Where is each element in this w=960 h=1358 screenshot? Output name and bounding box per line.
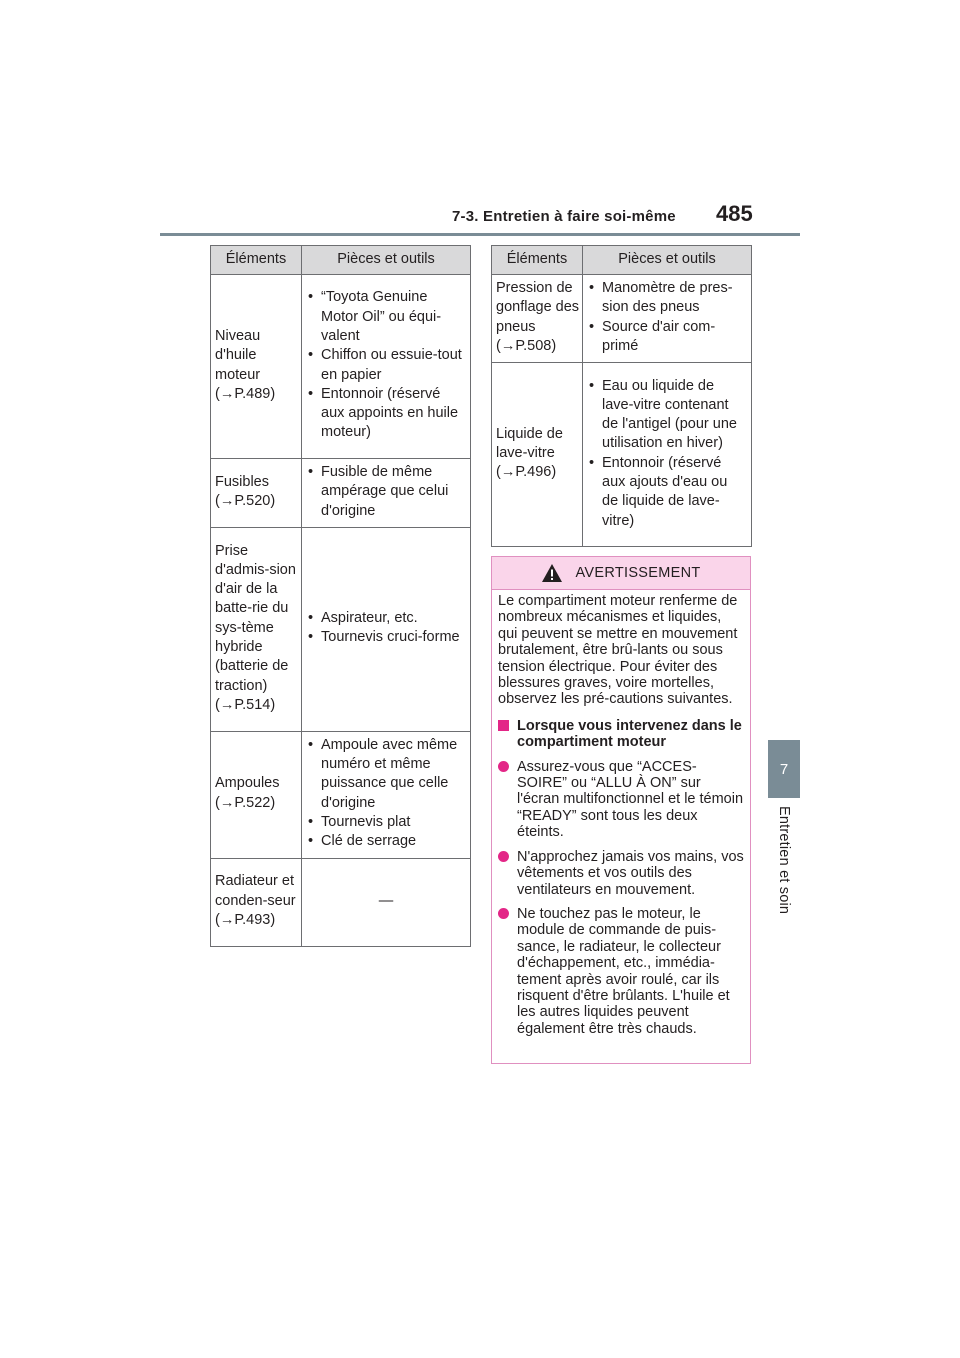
warning-subheading: [498, 718, 744, 751]
table-row: [211, 858, 471, 946]
list-item: • Ampoule avec même numéro et même puissance que celle d'origine: [306, 736, 466, 813]
warning-triangle-icon: [541, 563, 563, 583]
list-item: • Fusible de même ampérage que celui d'origine: [306, 463, 466, 521]
list-item: • Tournevis plat: [306, 813, 466, 832]
warning-title: AVERTISSEMENT: [575, 564, 701, 581]
column-header-elements: Éléments: [492, 246, 583, 275]
warning-item-text: Assurez-vous que “ACCES-SOIRE” ou “ALLU À ON” sur l'écran multifonctionnel et le témoin “READY” sont tous les deux éteints.: [517, 758, 744, 841]
row-element: Fusibles (→P.520): [211, 459, 302, 528]
list-item: • Aspirateur, etc.: [306, 609, 466, 628]
table-row: [211, 731, 471, 858]
column-header-elements: Éléments: [211, 246, 302, 275]
row-element: Prise d'admis-sion d'air de la batte-rie du sys-tème hybride (batterie de traction) (→P.514): [211, 527, 302, 731]
row-element: Pression de gonflage des pneus (→P.508): [492, 275, 583, 363]
row-element: Ampoules (→P.522): [211, 731, 302, 858]
table-header-row: [211, 246, 471, 275]
warning-item: [498, 906, 744, 1037]
column-header-parts: Pièces et outils: [583, 246, 752, 275]
list-item: • Clé de serrage: [306, 832, 466, 851]
warning-item-text: Ne touchez pas le moteur, le module de commande de puis-sance, le radiateur, le collecteur d'échappement, etc., immédia-tement après avoir roulé, car ils risquent d'être brûlants. L'huile et les autres liquides peuvent également être très chauds.: [517, 905, 730, 1037]
table-row: [492, 275, 752, 363]
table-header-row: [492, 246, 752, 275]
list-item: • Entonnoir (réservé aux appoints en huile moteur): [306, 385, 466, 443]
row-element: Radiateur et conden-seur (→P.493): [211, 858, 302, 946]
table-row: [211, 527, 471, 731]
warning-subheading-text: Lorsque vous intervenez dans le compartiment moteur: [517, 717, 742, 751]
list-item: • Chiffon ou essuie-tout en papier: [306, 346, 466, 385]
circle-bullet-icon: [498, 761, 509, 772]
list-item: • Tournevis cruci-forme: [306, 628, 466, 647]
row-parts: [302, 527, 471, 731]
chapter-label: Entretien et soin: [776, 806, 792, 915]
chapter-tab: 7: [768, 740, 800, 798]
list-item: • “Toyota Genuine Motor Oil” ou équi-valent: [306, 288, 466, 346]
warning-intro: Le compartiment moteur renferme de nombreux mécanismes et liquides, qui peuvent se mettre en mouvement brutalement, être brû-lants ou sous tension électrique. Pour éviter des blessures graves, voire mortelles, observez les pré-cautions suivantes.: [498, 593, 738, 708]
row-parts: [583, 275, 752, 363]
circle-bullet-icon: [498, 908, 509, 919]
warning-item: [498, 759, 744, 841]
row-parts: [302, 731, 471, 858]
row-parts: [583, 363, 752, 547]
square-bullet-icon: [498, 720, 509, 731]
list-item: • Manomètre de pres-sion des pneus: [587, 279, 747, 318]
section-title: 7-3. Entretien à faire soi-même: [452, 208, 676, 225]
parts-table-left: [210, 245, 471, 947]
warning-header: [492, 557, 750, 590]
warning-box: [491, 556, 751, 1064]
row-parts-dash: —: [302, 858, 471, 946]
list-item: • Source d'air com-primé: [587, 318, 747, 357]
warning-item-text: N'approchez jamais vos mains, vos vêtements et vos outils des ventilateurs en mouvement.: [517, 848, 744, 898]
circle-bullet-icon: [498, 851, 509, 862]
row-element: Niveau d'huile moteur (→P.489): [211, 275, 302, 459]
table-row: [492, 363, 752, 547]
parts-table-right: [491, 245, 752, 547]
list-item: • Entonnoir (réservé aux ajouts d'eau ou de liquide de lave-vitre): [587, 454, 747, 531]
row-element: Liquide de lave-vitre (→P.496): [492, 363, 583, 547]
warning-item: [498, 849, 744, 898]
table-row: [211, 275, 471, 459]
column-header-parts: Pièces et outils: [302, 246, 471, 275]
row-parts: [302, 275, 471, 459]
header-rule: [160, 233, 800, 236]
list-item: • Eau ou liquide de lave-vitre contenant de l'antigel (pour une utilisation en hiver): [587, 377, 747, 454]
table-row: [211, 459, 471, 528]
page-number: 485: [716, 201, 753, 226]
row-parts: [302, 459, 471, 528]
